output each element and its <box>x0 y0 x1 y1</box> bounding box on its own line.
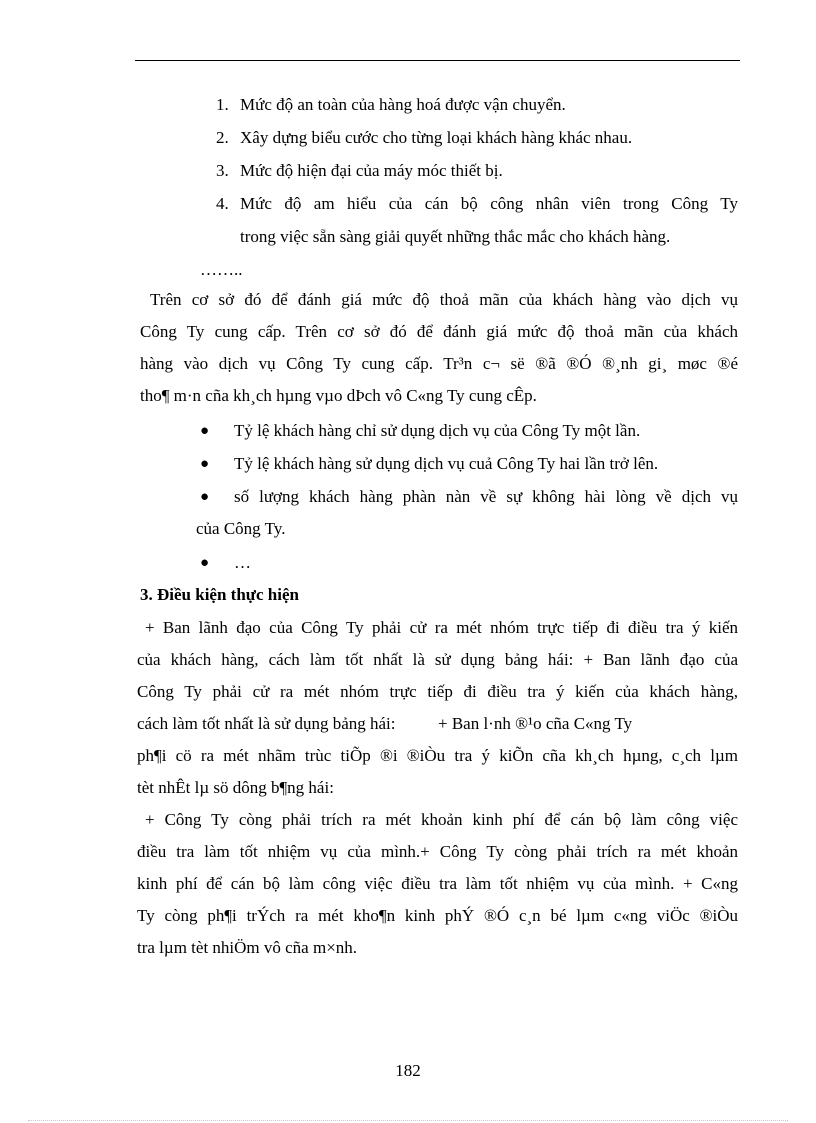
bullet-item: … <box>234 553 251 572</box>
paragraph-line: của khách hàng, cách làm tốt nhất là sử dụng bảng hái: + Ban lãnh đạo của <box>137 650 738 669</box>
list-number: 2. <box>216 128 229 147</box>
paragraph-line: + Ban lãnh đạo của Công Ty phải cử ra mét nhóm trực tiếp đi điều tra ý kiến <box>145 618 738 637</box>
paragraph-line: tèt nhÊt lµ sö dông b¶ng hái: <box>137 778 334 797</box>
ellipsis-text: …….. <box>200 260 243 279</box>
bullet-icon: ● <box>200 489 210 505</box>
paragraph-line: Công Ty phải cử ra mét nhóm trực tiếp đi điều tra ý kiến của khách hàng, <box>137 682 738 701</box>
list-item-continuation: trong việc sẵn sàng giải quyết những thắc mắc cho khách hàng. <box>240 227 671 246</box>
paragraph-line: Ty còng ph¶i trÝch ra mét kho¶n kinh phÝ ®Ó c¸n bé lµm c«ng viÖc ®iÒu <box>137 906 738 925</box>
bullet-icon: ● <box>200 456 210 472</box>
paragraph-line: điều tra làm tốt nhiệm vụ của mình.+ Công Ty còng phải trích ra mét khoản <box>137 842 738 861</box>
bullet-item: Tỷ lệ khách hàng sử dụng dịch vụ cuả Công Ty hai lần trở lên. <box>234 454 659 473</box>
bullet-item-continuation: của Công Ty. <box>196 519 286 538</box>
list-number: 3. <box>216 161 229 180</box>
page-bottom-border <box>28 1120 788 1121</box>
paragraph-line: cách làm tốt nhất là sử dụng bảng hái: + Ban l·nh ®¹o cña C«ng Ty <box>137 714 633 733</box>
paragraph-line: hàng vào dịch vụ Công Ty cung cấp. Tr³n c¬ së ®ã ®Ó ®¸nh gi¸ møc ®é <box>140 354 738 373</box>
paragraph-line: ph¶i cö ra mét nhãm trùc tiÕp ®i ®iÒu tra ý kiÕn cña kh¸ch hµng, c¸ch lµm <box>137 746 738 765</box>
paragraph-line: tra lµm tèt nhiÖm vô cña m×nh. <box>137 938 358 957</box>
bullet-item: Tỷ lệ khách hàng chỉ sử dụng dịch vụ của Công Ty một lần. <box>234 421 641 440</box>
paragraph-line: + Công Ty còng phải trích ra mét khoản kinh phí để cán bộ làm công việc <box>145 810 738 829</box>
bullet-icon: ● <box>200 555 210 571</box>
paragraph-line: kinh phí để cán bộ làm công việc điều tra làm tốt nhiệm vụ của mình. + C«ng <box>137 874 738 893</box>
paragraph-line: Trên cơ sở đó để đánh giá mức độ thoả mãn của khách hàng vào dịch vụ <box>150 290 738 309</box>
section-heading: 3. Điều kiện thực hiện <box>140 585 299 604</box>
list-number: 1. <box>216 95 229 114</box>
list-number: 4. <box>216 194 229 213</box>
list-item: Mức độ hiện đại của máy móc thiết bị. <box>240 161 503 180</box>
header-rule <box>135 60 740 61</box>
list-item: Mức độ am hiểu của cán bộ công nhân viên trong Công Ty <box>240 194 738 213</box>
page-number: 182 <box>395 1061 421 1080</box>
list-item: Mức độ an toàn của hàng hoá được vận chuyển. <box>240 95 566 114</box>
paragraph-line: tho¶ m·n cña kh¸ch hµng vµo dÞch vô C«ng Ty cung cÊp. <box>140 386 537 405</box>
bullet-icon: ● <box>200 423 210 439</box>
list-item: Xây dựng biểu cước cho từng loại khách hàng khác nhau. <box>240 128 633 147</box>
paragraph-line: Công Ty cung cấp. Trên cơ sở đó để đánh giá mức độ thoả mãn của khách <box>140 322 738 341</box>
bullet-item: số lượng khách hàng phàn nàn về sự không hài lòng về dịch vụ <box>234 487 738 506</box>
